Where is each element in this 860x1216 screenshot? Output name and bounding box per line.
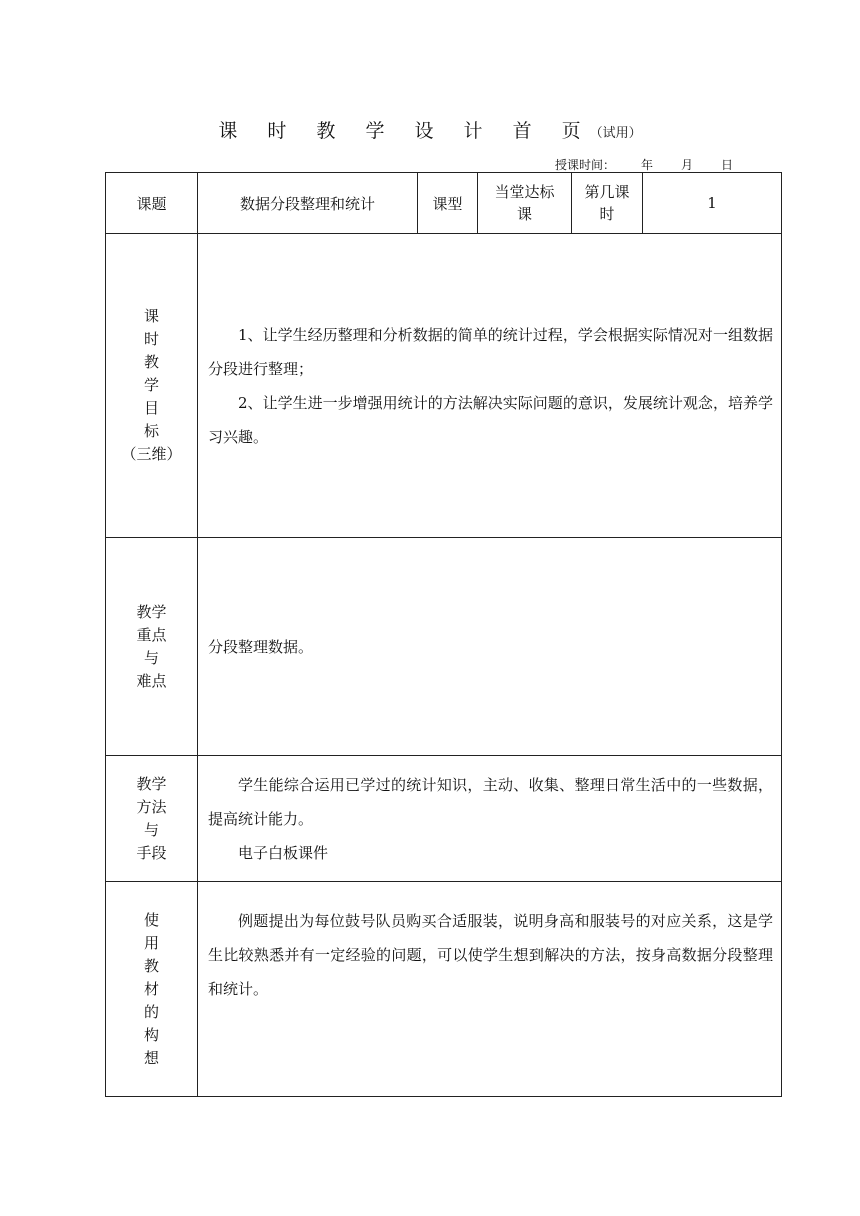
- type-label: 课型: [418, 173, 478, 234]
- objectives-label-char: 课: [143, 307, 159, 325]
- objective-item: 1、让学生经历整理和分析数据的简单的统计过程，学会根据实际情况对一组数据分段进行整理；: [208, 325, 773, 378]
- materials-content: [198, 882, 782, 1097]
- objectives-label: [106, 234, 198, 538]
- title-text: 课 时 教 学 设 计 首 页: [218, 120, 590, 142]
- type-value-cell: [478, 173, 572, 234]
- methods-paragraph: 电子白板课件: [238, 843, 329, 862]
- key-points-label: [106, 538, 198, 756]
- methods-paragraph: 学生能综合运用已学过的统计知识，主动、收集、整理日常生活中的一些数据，提高统计能力。: [208, 775, 773, 828]
- materials-row: [106, 882, 782, 1097]
- materials-label-char: 材: [143, 979, 159, 998]
- objectives-label-char: （三维）: [121, 445, 182, 463]
- methods-label-line: 手段: [136, 843, 167, 862]
- period-value: 1: [643, 173, 782, 234]
- methods-label-line: 与: [143, 820, 159, 839]
- period-label-line-1: 第几课: [584, 183, 630, 201]
- key-points-row: [106, 538, 782, 756]
- key-points-label-line: 难点: [136, 671, 167, 690]
- type-value-line-2: 课: [516, 205, 532, 223]
- materials-label-char: 用: [143, 933, 159, 952]
- materials-label-char: 教: [143, 956, 159, 975]
- type-value-line-1: 当堂达标: [494, 183, 555, 201]
- period-label-cell: [572, 173, 643, 234]
- date-day: 日: [721, 158, 734, 172]
- topic-label: 课题: [106, 173, 198, 234]
- period-label-line-2: 时: [599, 205, 615, 223]
- title-subtitle: （试用）: [589, 126, 642, 141]
- objectives-label-char: 教: [143, 353, 159, 371]
- page-title: [0, 116, 860, 143]
- methods-label-line: 教学: [136, 774, 167, 793]
- materials-label: [106, 882, 198, 1097]
- materials-label-char: 想: [143, 1048, 159, 1067]
- methods-label-line: 方法: [136, 797, 167, 816]
- lesson-design-table: [105, 172, 782, 1097]
- methods-row: [106, 756, 782, 882]
- key-points-label-line: 重点: [136, 625, 167, 644]
- objectives-content: [198, 234, 782, 538]
- key-points-label-line: 教学: [136, 602, 167, 621]
- materials-label-char: 的: [143, 1002, 159, 1021]
- methods-label: [106, 756, 198, 882]
- materials-label-char: 使: [143, 910, 159, 929]
- objectives-label-char: 时: [143, 330, 159, 348]
- key-points-text: 分段整理数据。: [208, 637, 314, 656]
- date-label: 授课时间：: [555, 158, 616, 172]
- topic-value: 数据分段整理和统计: [198, 173, 418, 234]
- key-points-label-line: 与: [143, 648, 159, 667]
- objectives-label-char: 学: [143, 376, 159, 394]
- objective-item: 2、让学生进一步增强用统计的方法解决实际问题的意识，发展统计观念，培养学习兴趣。: [208, 393, 773, 446]
- materials-label-char: 构: [143, 1025, 159, 1044]
- materials-paragraph: 例题提出为每位鼓号队员购买合适服装，说明身高和服装号的对应关系，这是学生比较熟悉并有一定经验的问题，可以使学生想到解决的方法，按身高数据分段整理和统计。: [208, 912, 773, 998]
- methods-content: [198, 756, 782, 882]
- objectives-row: [106, 234, 782, 538]
- class-date-line: [555, 156, 733, 173]
- info-row: [106, 173, 782, 234]
- date-year: 年: [641, 158, 654, 172]
- objectives-label-char: 目: [143, 399, 159, 417]
- objectives-label-char: 标: [143, 422, 159, 440]
- date-month: 月: [681, 158, 694, 172]
- key-points-content: [198, 538, 782, 756]
